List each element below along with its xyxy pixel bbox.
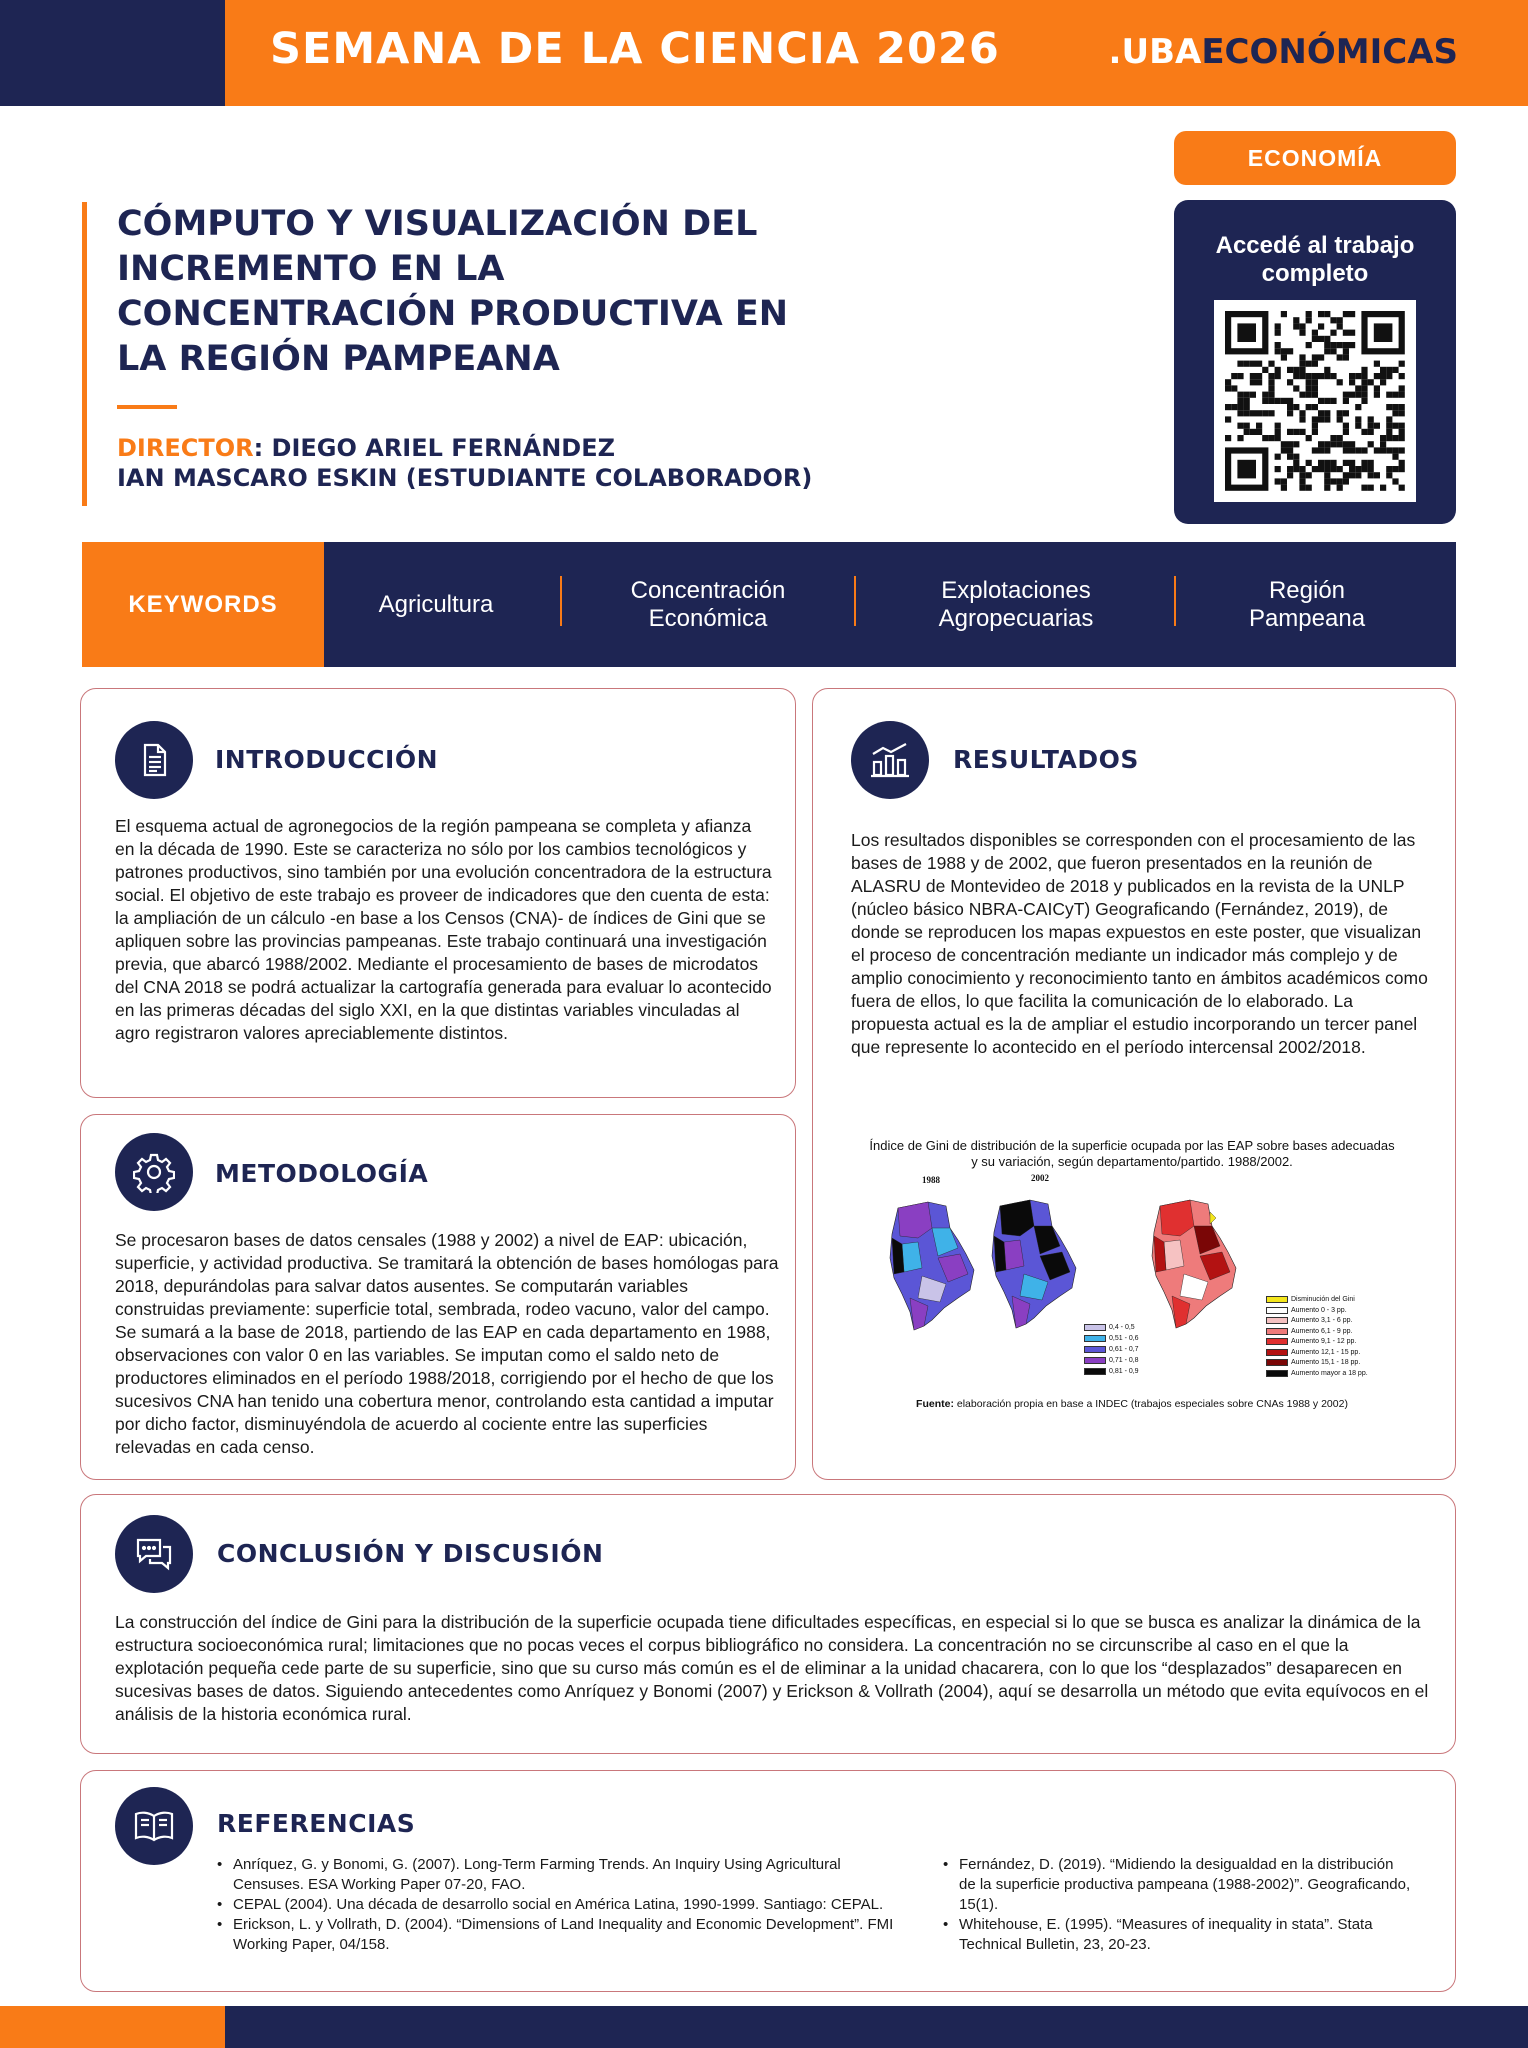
gini-legend-item [1084,1346,1139,1353]
legend-swatch [1266,1296,1288,1303]
reference-item: • CEPAL (2004). Una década de desarrollo social en América Latina, 1990-1999. Santiago: CEPAL. [217,1895,907,1915]
legend-swatch [1266,1328,1288,1335]
conclusion-heading: CONCLUSIÓN Y DISCUSIÓN [217,1539,604,1568]
figure-caption-line: y su variación, según departamento/partido. 1988/2002. [971,1154,1293,1169]
qr-label: Accedé al trabajo completo [1215,232,1415,287]
variation-legend-item [1266,1307,1347,1314]
legend-label: 0,81 - 0,9 [1109,1368,1139,1375]
bar-chart-icon [851,721,929,799]
director-role: DIRECTOR [117,434,254,462]
figure-caption-line: Índice de Gini de distribución de la superficie ocupada por las EAP sobre bases adecuadas [869,1138,1395,1153]
figure-source [850,1398,1414,1410]
title-divider [117,405,177,409]
reference-item: • Whitehouse, E. (1995). “Measures of inequality in stata”. Stata Technical Bulletin, 23, 20-23. [943,1915,1413,1955]
title-line-3: CONCENTRACIÓN PRODUCTIVA EN [117,294,789,334]
results-text: Los resultados disponibles se corresponden con el procesamiento de las bases de 1988 y de 2002, que fueron presentados en la reunión de ALASRU de Montevideo de 2018 y publicados en la revista de la UNLP (núcleo básico NBRA-CAICyT) Geograficando (Fernández, 2019), de donde se reproducen los mapas expuestos en este poster, que visualizan el proceso de concentración mediante un indicador más complejo y de amplio conocimiento y reconocimiento tanto en ámbitos académicos como fuera de ellos, lo que facilita la comunicación de lo elaborado. La propuesta actual es la de ampliar el estudio incorporando un tercer panel que represente lo acontecido en el período intercensal 2002/2018. [851,830,1428,1057]
chat-bubbles-icon [115,1515,193,1593]
variation-legend-item [1266,1317,1352,1324]
keywords-bar [82,542,1456,667]
legend-label: Aumento 3,1 - 6 pp. [1291,1317,1353,1324]
legend-swatch [1266,1349,1288,1356]
keyword-line: Económica [648,604,768,632]
map-variation [1152,1200,1236,1328]
map-year-1988: 1988 [922,1175,940,1185]
keyword-agricultura [324,542,548,667]
references-left-list [217,1855,907,1955]
bottom-banner [0,2006,1528,2048]
legend-label: 0,51 - 0,6 [1109,1335,1139,1342]
top-banner [0,0,1528,106]
keyword-region [1176,542,1438,667]
keyword-line: Explotaciones [941,576,1091,604]
legend-swatch [1266,1317,1288,1324]
legend-label: 0,4 - 0,5 [1109,1324,1135,1331]
legend-label: Aumento 9,1 - 12 pp. [1291,1338,1357,1345]
director-name: : DIEGO ARIEL FERNÁNDEZ [253,434,616,462]
qr-code-icon[interactable] [1214,300,1416,502]
source-label: Fuente: [916,1398,954,1410]
conclusion-card [80,1494,1456,1754]
methodology-card [80,1114,796,1480]
gear-icon [115,1133,193,1211]
area-badge: ECONOMÍA [1174,131,1456,185]
references-heading: REFERENCIAS [217,1809,416,1838]
bottom-accent-block [0,2006,225,2048]
intro-text: El esquema actual de agronegocios de la región pampeana se completa y afianza en la década de 1990. Este se caracteriza no sólo por los cambios tecnológicos y patrones productivos, sino también por una evolución concentradora de la estructura social. El objetivo de este trabajo es proveer de indicadores que den cuenta de esta: la ampliación de un cálculo -en base a los Censos (CNA)- de índices de Gini que se apliquen sobre las provincias pampeanas. Este trabajo continuará una investigación previa, que abarcó 1988/2002. Mediante el procesamiento de bases de microdatos del CNA 2018 se podrá actualizar la cartografía generada para evaluar lo acontecido en las primeras décadas del siglo XXI, en la que distintas variables vinculadas al agro registraron valores apreciablemente distintos. [115,816,772,1043]
methodology-heading: METODOLOGÍA [215,1159,429,1188]
poster-title [117,202,842,382]
references-card [80,1770,1456,1992]
legend-label: Aumento mayor a 18 pp. [1291,1369,1368,1377]
collaborator-line: IAN MASCARO ESKIN (ESTUDIANTE COLABORADOR) [117,464,813,492]
variation-legend-item [1266,1328,1352,1335]
keyword-concentracion [562,542,854,667]
gini-legend-item [1084,1357,1139,1364]
conclusion-text: La construcción del índice de Gini para la distribución de la superficie ocupada tiene dificultades específicas, en especial si lo que se busca es analizar la dinámica de la estructura socioeconómica rural; limitaciones que no pocas veces el corpus bibliográfico no considera. La concentración no se circunscribe al caso en el que la explotación pequeña cede parte de su superficie, sino que su curso más común es el de eliminar a la unidad chacarera, con lo que los “desplazados” desaparecen en sucesivas bases de datos. Siguiendo antecedentes como Anríquez y Bonomi (2007) y Erickson & Vollrath (2004), aquí se desarrolla un método que evita equívocos en el análisis de la historia económica rural. [115,1612,1429,1724]
legend-label: 0,61 - 0,7 [1109,1346,1139,1353]
map-1988 [890,1202,974,1330]
legend-swatch [1084,1346,1106,1353]
keyword-line: Agropecuarias [938,604,1094,632]
gini-legend-item [1084,1368,1139,1375]
reference-item: • Fernández, D. (2019). “Midiendo la desigualdad en la distribución de la superficie productiva pampeana (1988-2002)”. Geograficando, 15(1). [943,1855,1413,1915]
keyword-line: Agricultura [378,590,494,618]
variation-legend-item [1266,1359,1360,1366]
methodology-text: Se procesaron bases de datos censales (1988 y 2002) a nivel de EAP: ubicación, superficie, y actividad productiva. Se tramitará la obtención de bases homólogas para 2018, depurándolas para salvar datos ausentes. Se computarán variables construidas previamente: superficie total, sembrada, rodeo vacuno, valor del campo. Se sumará a la base de 2018, partiendo de las EAP en cada departamento en 1988, observaciones con valor 0 en las variables. Se imputan como el saldo neto de productores eliminados en el período 1988/2018, corrigiendo por el hecho de que los sucesivos CNA han tenido una cobertura menor, controlando esta cantidad a imputar por dicho factor, disminuyéndola de acuerdo al cociente entre las superficies relevadas en cada censo. [115,1230,779,1457]
legend-label: 0,71 - 0,8 [1109,1357,1139,1364]
intro-card [80,688,796,1098]
gini-legend-item [1084,1335,1139,1342]
keyword-line: Región [1268,576,1346,604]
keyword-line: Concentración [630,576,786,604]
keyword-line: Pampeana [1248,604,1366,632]
map-year-2002: 2002 [1031,1173,1049,1183]
legend-label: Disminución del Gini [1291,1296,1355,1303]
results-heading: RESULTADOS [953,745,1139,774]
legend-swatch [1084,1368,1106,1375]
legend-swatch [1084,1324,1106,1331]
gini-map-figure [850,1138,1414,1418]
intro-heading: INTRODUCCIÓN [215,745,439,774]
legend-label: Aumento 6,1 - 9 pp. [1291,1327,1353,1335]
brand-suffix: ECONÓMICAS [1201,32,1458,72]
legend-swatch [1266,1370,1288,1377]
references-right-list [943,1855,1413,1955]
keywords-heading: KEYWORDS [82,542,324,667]
legend-swatch [1084,1357,1106,1364]
brand-prefix: .UBA [1108,32,1202,72]
reference-item: • Erickson, L. y Vollrath, D. (2004). “Dimensions of Land Inequality and Economic Development”. FMI Working Paper, 04/158. [217,1915,907,1955]
open-book-icon [115,1787,193,1865]
title-line-4: LA REGIÓN PAMPEANA [117,339,560,379]
reference-item: • Anríquez, G. y Bonomi, G. (2007). Long-Term Farming Trends. An Inquiry Using Agricultural Censuses. ESA Working Paper 07-20, FAO. [217,1855,907,1895]
document-icon [115,721,193,799]
event-title: SEMANA DE LA CIENCIA 2026 [270,24,1000,74]
legend-label: Aumento 0 - 3 pp. [1291,1306,1347,1314]
legend-swatch [1084,1335,1106,1342]
variation-legend-item [1266,1349,1360,1356]
brand-logo [1109,32,1458,72]
gini-legend-item [1084,1324,1135,1331]
legend-label: Aumento 12,1 - 15 pp. [1291,1348,1361,1356]
title-block [82,202,842,506]
director-line [117,433,842,463]
variation-legend-item [1266,1338,1356,1345]
qr-panel[interactable] [1174,200,1456,524]
keyword-explotaciones [856,542,1176,667]
legend-swatch [1266,1307,1288,1314]
title-line-2: INCREMENTO EN LA [117,249,505,289]
legend-swatch [1266,1338,1288,1345]
title-line-1: CÓMPUTO Y VISUALIZACIÓN DEL [117,204,758,244]
map-2002 [992,1200,1076,1328]
variation-legend-item [1266,1370,1368,1377]
source-text: elaboración propia en base a INDEC (trabajos especiales sobre CNAs 1988 y 2002) [953,1398,1348,1410]
legend-label: Aumento 15,1 - 18 pp. [1291,1359,1361,1366]
banner-accent-block [0,0,225,106]
variation-legend-item [1266,1296,1355,1303]
legend-swatch [1266,1359,1288,1366]
